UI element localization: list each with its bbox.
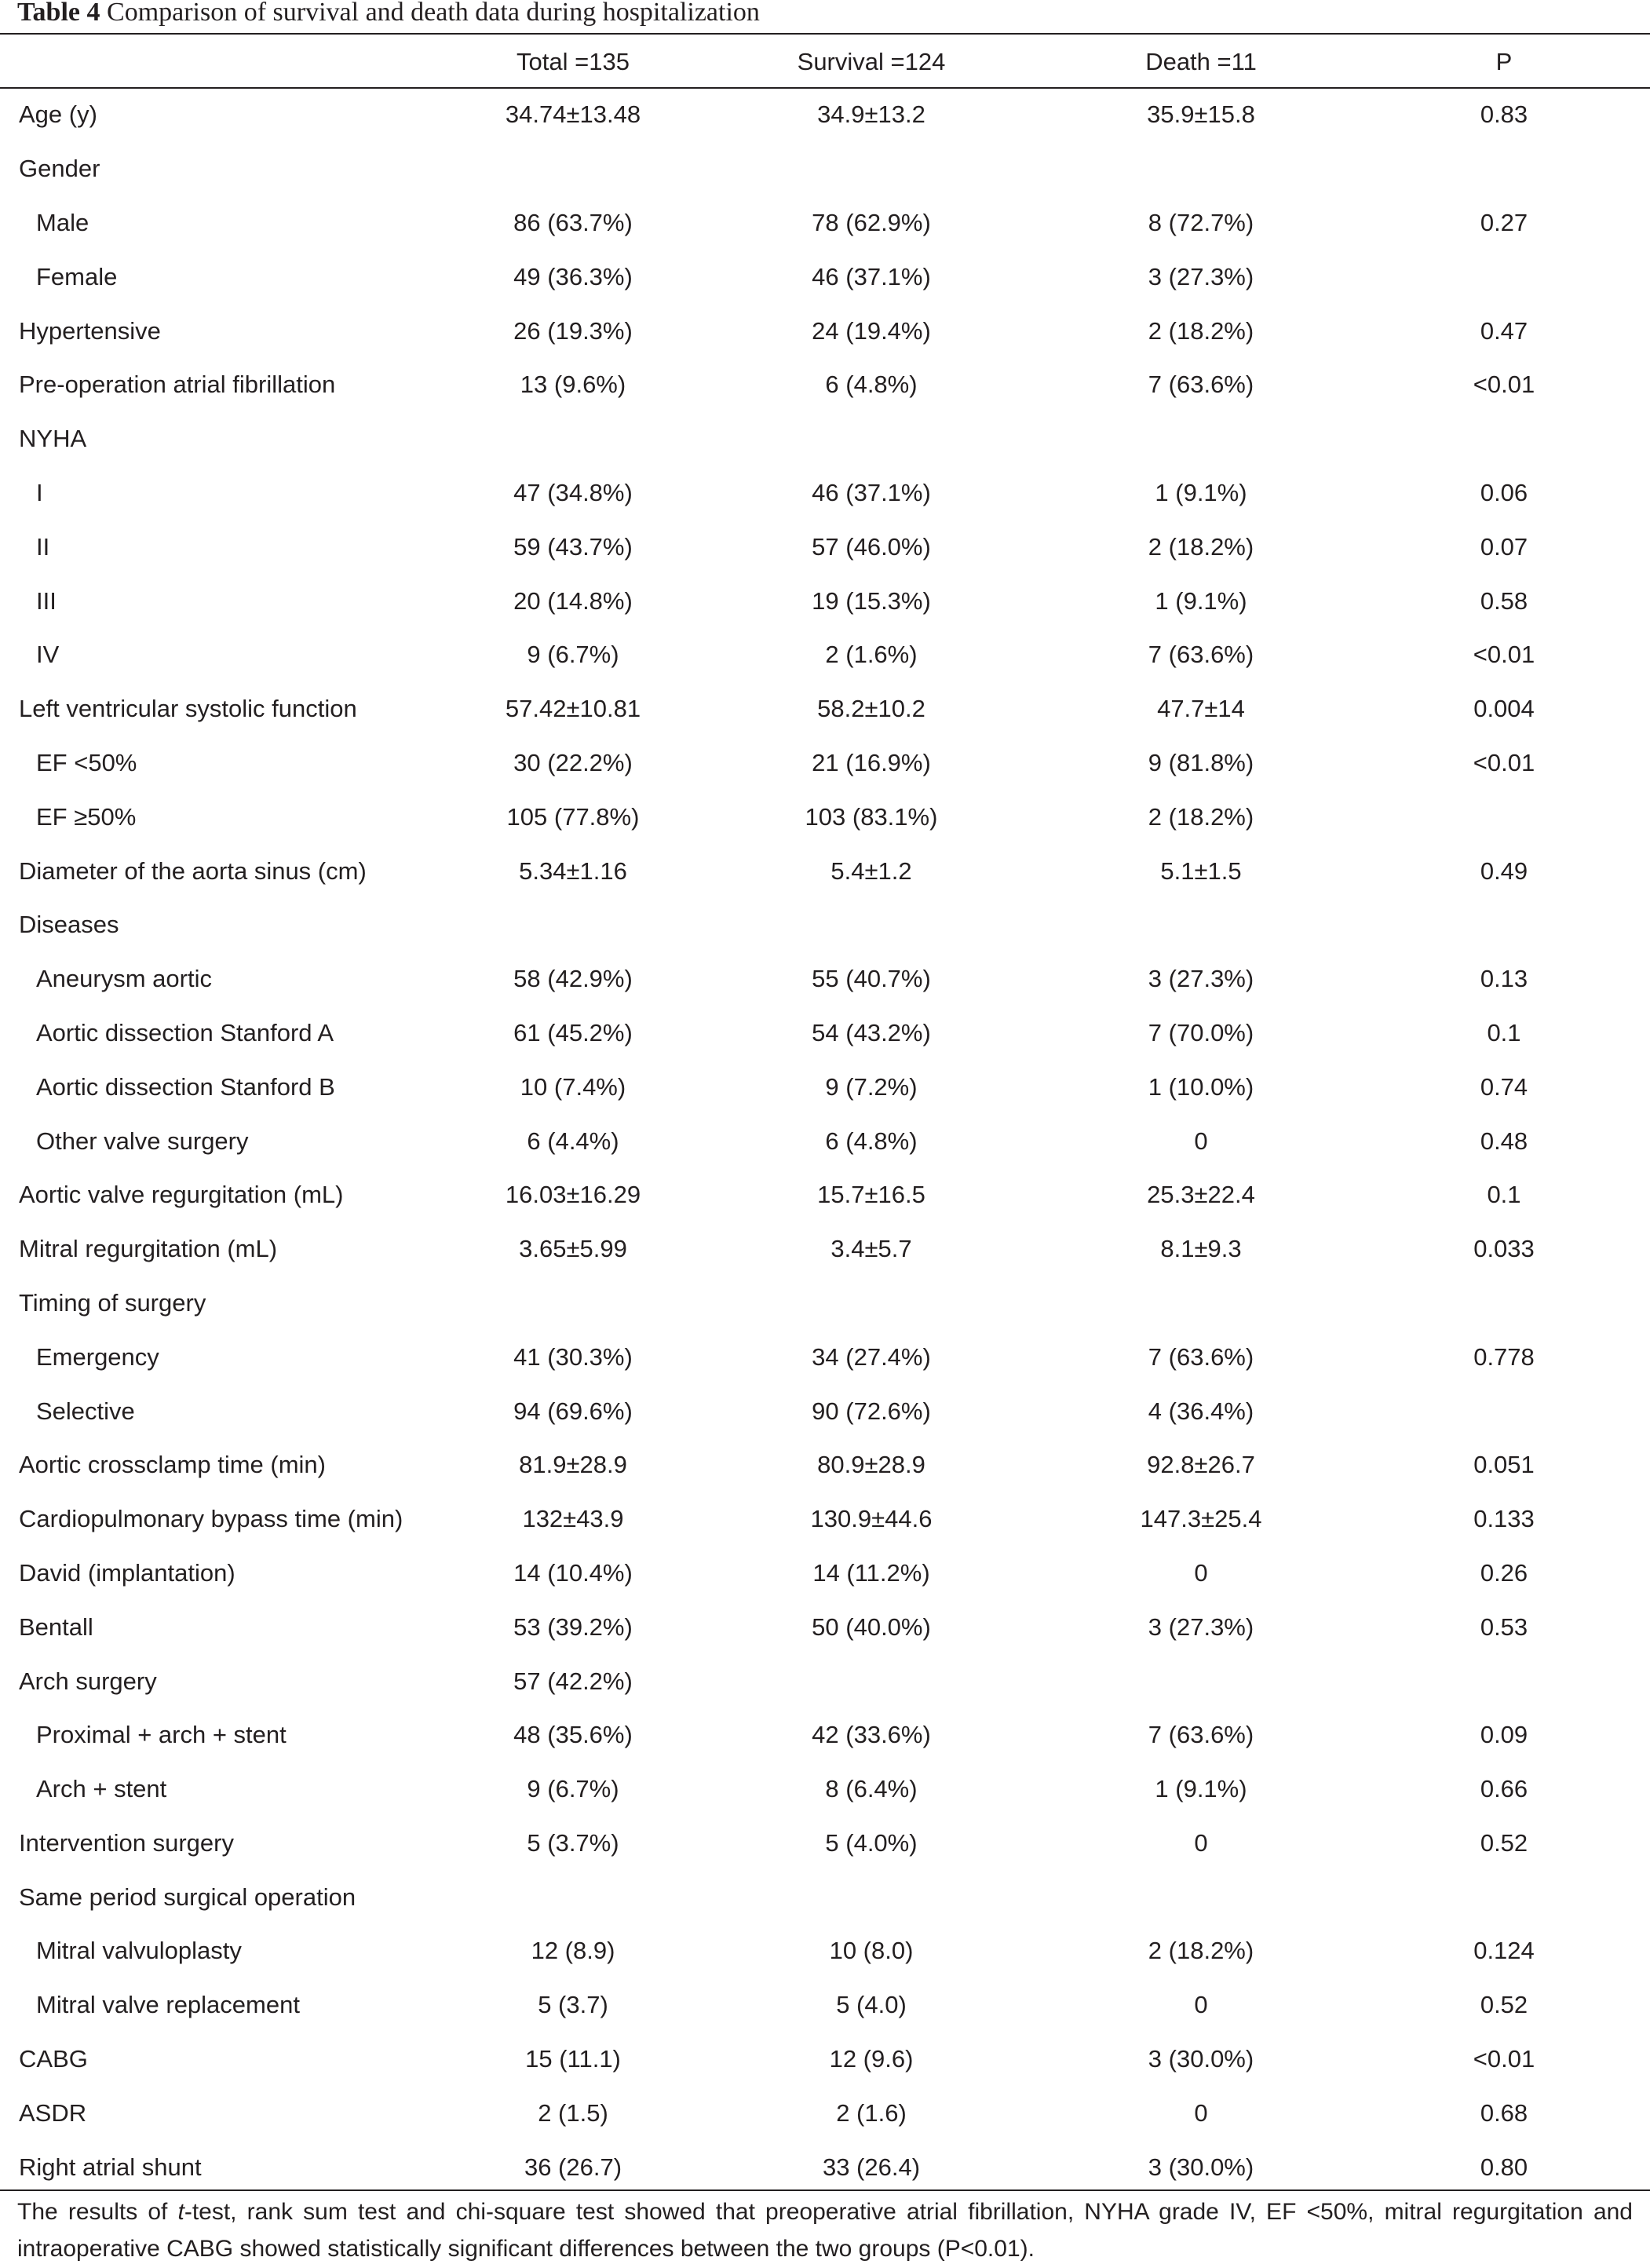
row-label: NYHA [19,425,87,453]
cell-death: 5.1±1.5 [1160,856,1242,885]
cell-survival: 34.9±13.2 [817,100,925,129]
cell-survival: 78 (62.9%) [812,208,931,236]
table-footnote [17,2193,1633,2267]
row-label: Aneurysm aortic [36,965,212,993]
cell-survival: 2 (1.6) [836,2098,907,2127]
cell-survival: 8 (6.4%) [825,1775,918,1803]
cell-survival: 3.4±5.7 [830,1235,912,1263]
table-row [0,1384,1650,1438]
cell-p-value: 0.26 [1480,1558,1528,1587]
table-row [0,466,1650,520]
cell-survival [730,412,1044,466]
cell-p-value: 0.1 [1487,1018,1521,1046]
cell-survival: 90 (72.6%) [812,1397,931,1425]
cell-death: 2 (18.2%) [1148,316,1254,345]
cell-survival [730,1276,1044,1331]
table-row [0,2032,1650,2087]
table-row [0,1924,1650,1978]
row-label: Female [36,262,118,290]
table-row [0,1762,1650,1817]
row-label: II [36,532,50,561]
row-label: Timing of surgery [19,1288,206,1317]
row-label: Age (y) [19,100,97,129]
cell-death: 8.1±9.3 [1160,1235,1242,1263]
cell-total: 53 (39.2%) [513,1612,633,1641]
cell-death: 1 (10.0%) [1148,1072,1254,1101]
cell-death: 7 (63.6%) [1148,1721,1254,1749]
cell-total: 58 (42.9%) [513,965,633,993]
table-row [0,1168,1650,1222]
cell-death: 1 (9.1%) [1155,478,1247,506]
cell-total: 5 (3.7) [538,1991,608,2019]
table-row [0,790,1650,844]
row-label: Other valve surgery [36,1127,249,1155]
row-label: Emergency [36,1342,159,1371]
cell-p-value [1358,1276,1650,1331]
row-label: Right atrial shunt [19,2153,202,2181]
cell-survival: 50 (40.0%) [812,1612,931,1641]
cell-total: 132±43.9 [522,1505,624,1533]
table-row [0,2086,1650,2140]
cell-survival: 34 (27.4%) [812,1342,931,1371]
cell-survival: 46 (37.1%) [812,262,931,290]
cell-survival [730,1654,1044,1708]
cell-p-value: 0.52 [1480,1991,1528,2019]
row-label: EF ≥50% [36,802,137,831]
cell-p-value: 0.52 [1480,1828,1528,1857]
cell-total [447,412,730,466]
row-label: Gender [19,155,100,183]
footnote-text-start: The results of [17,2199,178,2225]
cell-total: 86 (63.7%) [513,208,633,236]
cell-survival: 12 (9.6) [829,2045,914,2073]
table-header-row [0,36,1650,88]
cell-survival: 42 (33.6%) [812,1721,931,1749]
cell-p-value: 0.133 [1473,1505,1535,1533]
cell-p-value: <0.01 [1473,641,1535,669]
table-row [0,2140,1650,2194]
table-row [0,1817,1650,1871]
table-row [0,304,1650,358]
table-row [0,1276,1650,1331]
table-caption-title: Comparison of survival and death data during hospitalization [107,0,760,27]
row-label: Hypertensive [19,316,161,345]
cell-survival: 24 (19.4%) [812,316,931,345]
row-label: Diseases [19,911,119,939]
row-label: III [36,586,57,615]
row-label: Cardiopulmonary bypass time (min) [19,1505,403,1533]
cell-p-value: 0.80 [1480,2153,1528,2181]
cell-total: 57.42±10.81 [505,695,641,723]
cell-total: 5 (3.7%) [527,1828,619,1857]
cell-total: 12 (8.9) [531,1937,615,1965]
row-label: Selective [36,1397,135,1425]
table-row [0,1330,1650,1384]
cell-survival: 5.4±1.2 [830,856,912,885]
cell-p-value: <0.01 [1473,748,1535,776]
cell-death: 1 (9.1%) [1155,1775,1247,1803]
cell-p-value: 0.778 [1473,1342,1535,1371]
cell-total: 34.74±13.48 [505,100,641,129]
cell-death: 0 [1194,1558,1208,1587]
table-row [0,1006,1650,1061]
cell-p-value [1358,790,1650,844]
cell-death: 2 (18.2%) [1148,802,1254,831]
cell-total: 48 (35.6%) [513,1721,633,1749]
cell-death: 3 (27.3%) [1148,1612,1254,1641]
cell-total [447,142,730,196]
cell-death [1044,142,1358,196]
row-label: Aortic crossclamp time (min) [19,1451,326,1479]
row-label: David (implantation) [19,1558,235,1587]
cell-death: 3 (30.0%) [1148,2045,1254,2073]
table-caption-label: Table 4 [17,0,100,27]
table-row [0,736,1650,791]
cell-total: 10 (7.4%) [520,1072,626,1101]
table-row [0,1547,1650,1601]
footnote-italic-t: t [177,2199,184,2225]
table-row [0,142,1650,196]
cell-survival: 6 (4.8%) [825,1127,918,1155]
data-table [0,36,1650,2194]
cell-p-value [1358,1384,1650,1438]
table-row [0,574,1650,628]
table-row [0,358,1650,412]
cell-total: 105 (77.8%) [506,802,640,831]
cell-survival: 19 (15.3%) [812,586,931,615]
row-label: I [36,478,43,506]
cell-survival: 57 (46.0%) [812,532,931,561]
table-row [0,1438,1650,1492]
table-row [0,1654,1650,1708]
column-header-death: Death =11 [1145,48,1257,75]
row-label: Mitral valvuloplasty [36,1937,242,1965]
cell-total: 9 (6.7%) [527,641,619,669]
table-row [0,1222,1650,1276]
cell-death: 147.3±25.4 [1140,1505,1262,1533]
cell-total [447,1276,730,1331]
cell-survival: 58.2±10.2 [817,695,925,723]
cell-survival: 55 (40.7%) [812,965,931,993]
cell-p-value: 0.47 [1480,316,1528,345]
cell-total: 9 (6.7%) [527,1775,619,1803]
cell-death: 1 (9.1%) [1155,586,1247,615]
row-label: Same period surgical operation [19,1883,356,1911]
cell-p-value: 0.004 [1473,695,1535,723]
cell-survival: 15.7±16.5 [817,1181,925,1209]
cell-p-value [1358,412,1650,466]
cell-survival: 2 (1.6%) [825,641,918,669]
cell-total: 30 (22.2%) [513,748,633,776]
cell-p-value: 0.53 [1480,1612,1528,1641]
cell-survival [730,898,1044,952]
row-label: ASDR [19,2098,87,2127]
cell-p-value [1358,1870,1650,1924]
cell-total [447,898,730,952]
cell-total: 16.03±16.29 [505,1181,641,1209]
cell-total: 49 (36.3%) [513,262,633,290]
cell-total: 15 (11.1) [525,2045,621,2073]
cell-survival: 21 (16.9%) [812,748,931,776]
cell-p-value [1358,1654,1650,1708]
row-label: CABG [19,2045,88,2073]
cell-survival: 103 (83.1%) [805,802,938,831]
cell-death: 9 (81.8%) [1148,748,1254,776]
cell-total: 41 (30.3%) [513,1342,633,1371]
cell-survival [730,142,1044,196]
row-label: Aortic dissection Stanford A [36,1018,334,1046]
row-label: IV [36,641,60,669]
cell-death [1044,1654,1358,1708]
cell-survival: 5 (4.0%) [825,1828,918,1857]
cell-p-value: 0.49 [1480,856,1528,885]
cell-death: 8 (72.7%) [1148,208,1254,236]
cell-total: 47 (34.8%) [513,478,633,506]
table-body [0,88,1650,2194]
table-row [0,952,1650,1006]
cell-p-value: 0.27 [1480,208,1528,236]
cell-survival: 54 (43.2%) [812,1018,931,1046]
row-label: EF <50% [36,748,137,776]
table-row [0,1708,1650,1762]
column-header-variable [0,36,447,88]
cell-p-value [1358,898,1650,952]
cell-total: 61 (45.2%) [513,1018,633,1046]
table-row [0,844,1650,898]
cell-death: 35.9±15.8 [1147,100,1255,129]
cell-death: 25.3±22.4 [1147,1181,1255,1209]
column-header-total: Total =135 [517,48,630,75]
cell-p-value: 0.13 [1480,965,1528,993]
cell-death: 0 [1194,1127,1208,1155]
cell-p-value: 0.033 [1473,1235,1535,1263]
table-row [0,1600,1650,1654]
cell-total: 13 (9.6%) [520,371,626,399]
cell-survival: 6 (4.8%) [825,371,918,399]
cell-total: 81.9±28.9 [519,1451,627,1479]
cell-survival: 10 (8.0) [829,1937,914,1965]
table-row [0,1870,1650,1924]
row-label: Aortic valve regurgitation (mL) [19,1181,344,1209]
cell-total: 5.34±1.16 [519,856,627,885]
table-row [0,1978,1650,2032]
table-row [0,412,1650,466]
cell-total: 36 (26.7) [524,2153,622,2181]
cell-death: 3 (27.3%) [1148,262,1254,290]
table-row [0,1060,1650,1114]
cell-p-value: 0.124 [1473,1937,1535,1965]
cell-total: 2 (1.5) [538,2098,608,2127]
row-label: Diameter of the aorta sinus (cm) [19,856,367,885]
cell-death: 7 (63.6%) [1148,1342,1254,1371]
row-label: Intervention surgery [19,1828,234,1857]
row-label: Mitral valve replacement [36,1991,300,2019]
cell-total: 57 (42.2%) [513,1667,633,1695]
cell-death: 2 (18.2%) [1148,1937,1254,1965]
cell-death: 0 [1194,1991,1208,2019]
cell-death: 0 [1194,2098,1208,2127]
row-label: Male [36,208,89,236]
cell-death [1044,412,1358,466]
table-row [0,898,1650,952]
row-label: Pre-operation atrial fibrillation [19,371,336,399]
cell-p-value [1358,142,1650,196]
table-row [0,1492,1650,1547]
cell-p-value: 0.051 [1473,1451,1535,1479]
cell-total: 3.65±5.99 [519,1235,627,1263]
cell-death: 92.8±26.7 [1147,1451,1255,1479]
cell-total [447,1870,730,1924]
cell-total: 14 (10.4%) [513,1558,633,1587]
cell-death: 7 (63.6%) [1148,371,1254,399]
row-label: Left ventricular systolic function [19,695,357,723]
cell-p-value: 0.68 [1480,2098,1528,2127]
cell-survival: 80.9±28.9 [817,1451,925,1479]
table-row [0,88,1650,142]
cell-death: 4 (36.4%) [1148,1397,1254,1425]
row-label: Mitral regurgitation (mL) [19,1235,278,1263]
row-label: Proximal + arch + stent [36,1721,287,1749]
cell-p-value: 0.09 [1480,1721,1528,1749]
cell-total: 20 (14.8%) [513,586,633,615]
cell-death [1044,898,1358,952]
cell-p-value: 0.48 [1480,1127,1528,1155]
column-header-survival: Survival =124 [797,48,946,75]
cell-survival: 9 (7.2%) [825,1072,918,1101]
table-row [0,250,1650,304]
cell-p-value: 0.74 [1480,1072,1528,1101]
table-row [0,196,1650,250]
cell-survival [730,1870,1044,1924]
cell-death: 0 [1194,1828,1208,1857]
cell-survival: 14 (11.2%) [812,1558,930,1587]
cell-survival: 33 (26.4) [822,2153,921,2181]
table-row [0,628,1650,682]
cell-p-value: 0.66 [1480,1775,1528,1803]
cell-death: 3 (27.3%) [1148,965,1254,993]
cell-death: 47.7±14 [1157,695,1245,723]
cell-death: 3 (30.0%) [1148,2153,1254,2181]
table-row [0,1114,1650,1168]
table-top-rule [0,33,1650,35]
cell-p-value: 0.83 [1480,100,1528,129]
footnote-text-end: -test, rank sum test and chi-square test showed that preoperative atrial fibrillation, NYHA grade IV, EF <50%, mitral regurgitation and intraoperative CABG showed statistically significant differences between the two groups (P<0.01). [17,2199,1633,2262]
table-caption [17,0,760,28]
row-label: Arch + stent [36,1775,167,1803]
column-header-p: P [1495,48,1513,75]
cell-total: 94 (69.6%) [513,1397,633,1425]
cell-death [1044,1276,1358,1331]
cell-survival: 130.9±44.6 [810,1505,933,1533]
row-label: Bentall [19,1612,93,1641]
cell-p-value: <0.01 [1473,2045,1535,2073]
row-label: Aortic dissection Stanford B [36,1072,335,1101]
cell-total: 59 (43.7%) [513,532,633,561]
cell-death [1044,1870,1358,1924]
cell-p-value: 0.58 [1480,586,1528,615]
cell-p-value: 0.06 [1480,478,1528,506]
table-row [0,520,1650,574]
cell-p-value: 0.1 [1487,1181,1521,1209]
cell-death: 2 (18.2%) [1148,532,1254,561]
cell-death: 7 (70.0%) [1148,1018,1254,1046]
cell-total: 6 (4.4%) [527,1127,619,1155]
cell-survival: 5 (4.0) [836,1991,907,2019]
cell-survival: 46 (37.1%) [812,478,931,506]
cell-total: 26 (19.3%) [513,316,633,345]
cell-p-value: 0.07 [1480,532,1528,561]
cell-p-value [1358,250,1650,304]
cell-death: 7 (63.6%) [1148,641,1254,669]
row-label: Arch surgery [19,1667,157,1695]
table-row [0,682,1650,736]
cell-p-value: <0.01 [1473,371,1535,399]
